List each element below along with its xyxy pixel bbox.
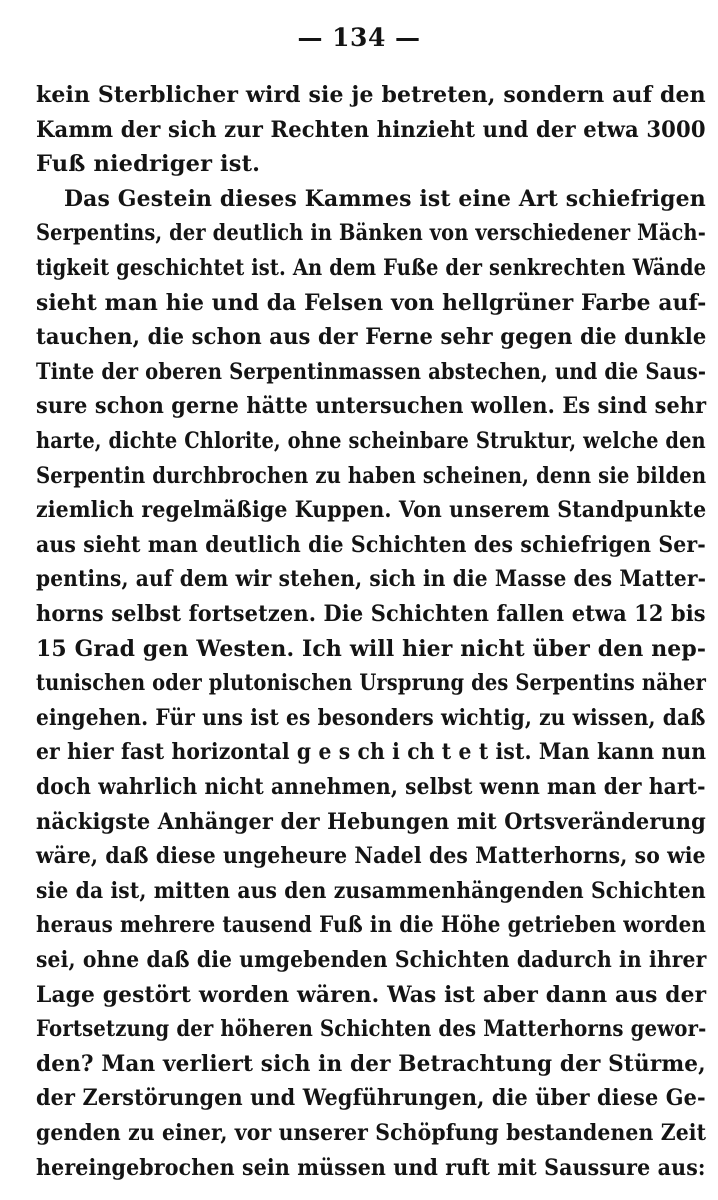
text-line: er hier fast horizontal g e s ch i ch t e t ist. Man kann nun: [36, 739, 707, 766]
text-line: Lage gestört worden wären. Was ist aber dann aus der: [36, 981, 707, 1008]
text-line: Fortsetzung der höheren Schichten des Matterhorns gewor-: [36, 1016, 707, 1043]
text-line: kein Sterblicher wird sie je betreten, sondern auf den: [36, 82, 706, 108]
text-line: sie da ist, mitten aus den zusammenhängenden Schichten: [36, 877, 706, 904]
text-line: harte, dichte Chlorite, ohne scheinbare Struktur, welche den: [36, 428, 706, 454]
text-line: Serpentin durchbrochen zu haben scheinen, denn sie bilden: [36, 462, 707, 489]
text-line: sieht man hie und da Felsen von hellgrüner Farbe auf-: [36, 289, 707, 316]
text-line: hereingebrochen sein müssen und ruft mit Saussure aus:: [36, 1154, 706, 1181]
text-line: aus sieht man deutlich die Schichten des schiefrigen Ser-: [36, 531, 706, 558]
text-line: den? Man verliert sich in der Betrachtung der Stürme,: [36, 1050, 706, 1077]
text-line: der Zerstörungen und Wegführungen, die über diese Ge-: [36, 1085, 706, 1112]
text-line: 15 Grad gen Westen. Ich will hier nicht über den nep-: [36, 635, 707, 662]
text-line: wäre, daß diese ungeheure Nadel des Matterhorns, so wie: [36, 843, 706, 870]
page-number-header: — 134 —: [297, 23, 421, 52]
text-line: tigkeit geschichtet ist. An dem Fuße der senkrechten Wände: [36, 255, 707, 281]
text-line: Serpentins, der deutlich in Bänken von verschiedener Mäch-: [36, 220, 706, 247]
text-line: tauchen, die schon aus der Ferne sehr gegen die dunkle: [36, 324, 707, 351]
text-line: Fuß niedriger ist.: [36, 151, 261, 178]
text-line: heraus mehrere tausend Fuß in die Höhe getrieben worden: [36, 912, 706, 939]
text-line: näckigste Anhänger der Hebungen mit Ortsveränderung: [36, 808, 706, 835]
text-line: sure schon gerne hätte untersuchen wollen. Es sind sehr: [36, 393, 707, 420]
text-line: eingehen. Für uns ist es besonders wichtig, zu wissen, daß: [36, 704, 706, 731]
text-line: ziemlich regelmäßige Kuppen. Von unserem Standpunkte: [36, 497, 707, 524]
text-line: doch wahrlich nicht annehmen, selbst wenn man der hart-: [36, 774, 706, 800]
text-line: tunischen oder plutonischen Ursprung des Serpentins näher: [36, 670, 707, 697]
text-line: genden zu einer, vor unserer Schöpfung bestandenen Zeit: [36, 1120, 707, 1146]
text-line: sei, ohne daß die umgebenden Schichten dadurch in ihrer: [36, 947, 707, 973]
text-line: horns selbst fortsetzen. Die Schichten fallen etwa 12 bis: [36, 601, 706, 627]
text-line: Tinte der oberen Serpentinmassen abstechen, und die Saus-: [36, 358, 707, 385]
text-line: Kamm der sich zur Rechten hinzieht und der etwa 3000: [36, 116, 706, 143]
text-line: Das Gestein dieses Kammes ist eine Art schiefrigen: [64, 185, 706, 212]
text-line: pentins, auf dem wir stehen, sich in die Masse des Matter-: [36, 566, 707, 593]
